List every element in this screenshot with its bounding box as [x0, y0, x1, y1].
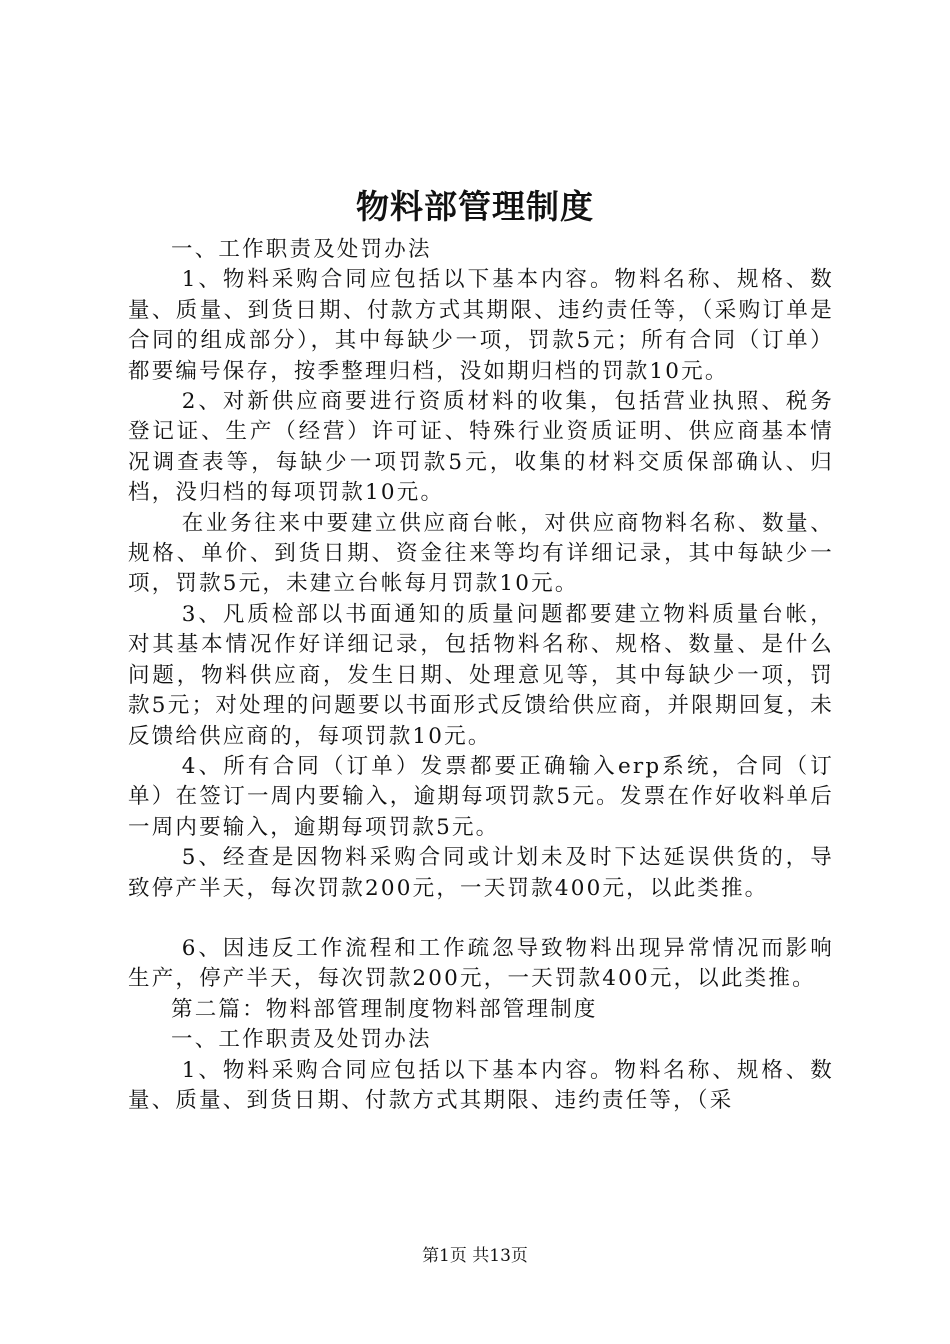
document-title: 物料部管理制度 — [356, 187, 594, 226]
paragraph-supplier-ledger: 在业务往来中要建立供应商台帐，对供应商物料名称、数量、规格、单价、到货日期、资金往来等均有详细记录，其中每缺少一项，罚款5元，未建立台帐每月罚款10元。 — [128, 510, 834, 597]
paragraph-item-3: 3、凡质检部以书面通知的质量问题都要建立物料质量台帐，对其基本情况作好详细记录，包括物料名称、规格、数量、是什么问题，物料供应商，发生日期、处理意见等，其中每缺少一项，罚款5元；对处理的问题要以书面形式反馈给供应商，并限期回复，未反馈给供应商的，每项罚款10元。 — [128, 601, 834, 749]
paragraph-item-1-repeat: 1、物料采购合同应包括以下基本内容。物料名称、规格、数量、质量、到货日期、付款方式其期限、违约责任等，（采 — [128, 1057, 834, 1113]
paragraph-item-1: 1、物料采购合同应包括以下基本内容。物料名称、规格、数量、质量、到货日期、付款方式其期限、违约责任等，（采购订单是合同的组成部分），其中每缺少一项，罚款5元；所有合同（订单）都要编号保存，按季整理归档，没如期归档的罚款10元。 — [128, 267, 834, 384]
page-indicator: 第1页 共13页 — [422, 1246, 528, 1266]
section-heading: 一、工作职责及处罚办法 — [171, 237, 432, 262]
document-body — [128, 235, 834, 1116]
section-heading-repeat: 一、工作职责及处罚办法 — [171, 1027, 432, 1053]
paragraph-item-6: 6、因违反工作流程和工作疏忽导致物料出现异常情况而影响生产，停产半天，每次罚款200元，一天罚款400元，以此类推。 — [128, 935, 834, 992]
paragraph-item-4: 4、所有合同（订单）发票都要正确输入erp系统，合同（订单）在签订一周内要输入，逾期每项罚款5元。发票在作好收料单后一周内要输入，逾期每项罚款5元。 — [128, 753, 834, 840]
paragraph-item-5: 5、经查是因物料采购合同或计划未及时下达延误供货的，导致停产半天，每次罚款200元，一天罚款400元，以此类推。 — [128, 845, 834, 901]
paragraph-item-2: 2、对新供应商要进行资质材料的收集，包括营业执照、税务登记证、生产（经营）许可证、特殊行业资质证明、供应商基本情况调查表等，每缺少一项罚款5元，收集的材料交质保部确认、归档，没归档的每项罚款10元。 — [128, 389, 834, 506]
part-two-heading: 第二篇：物料部管理制度物料部管理制度 — [171, 996, 598, 1022]
